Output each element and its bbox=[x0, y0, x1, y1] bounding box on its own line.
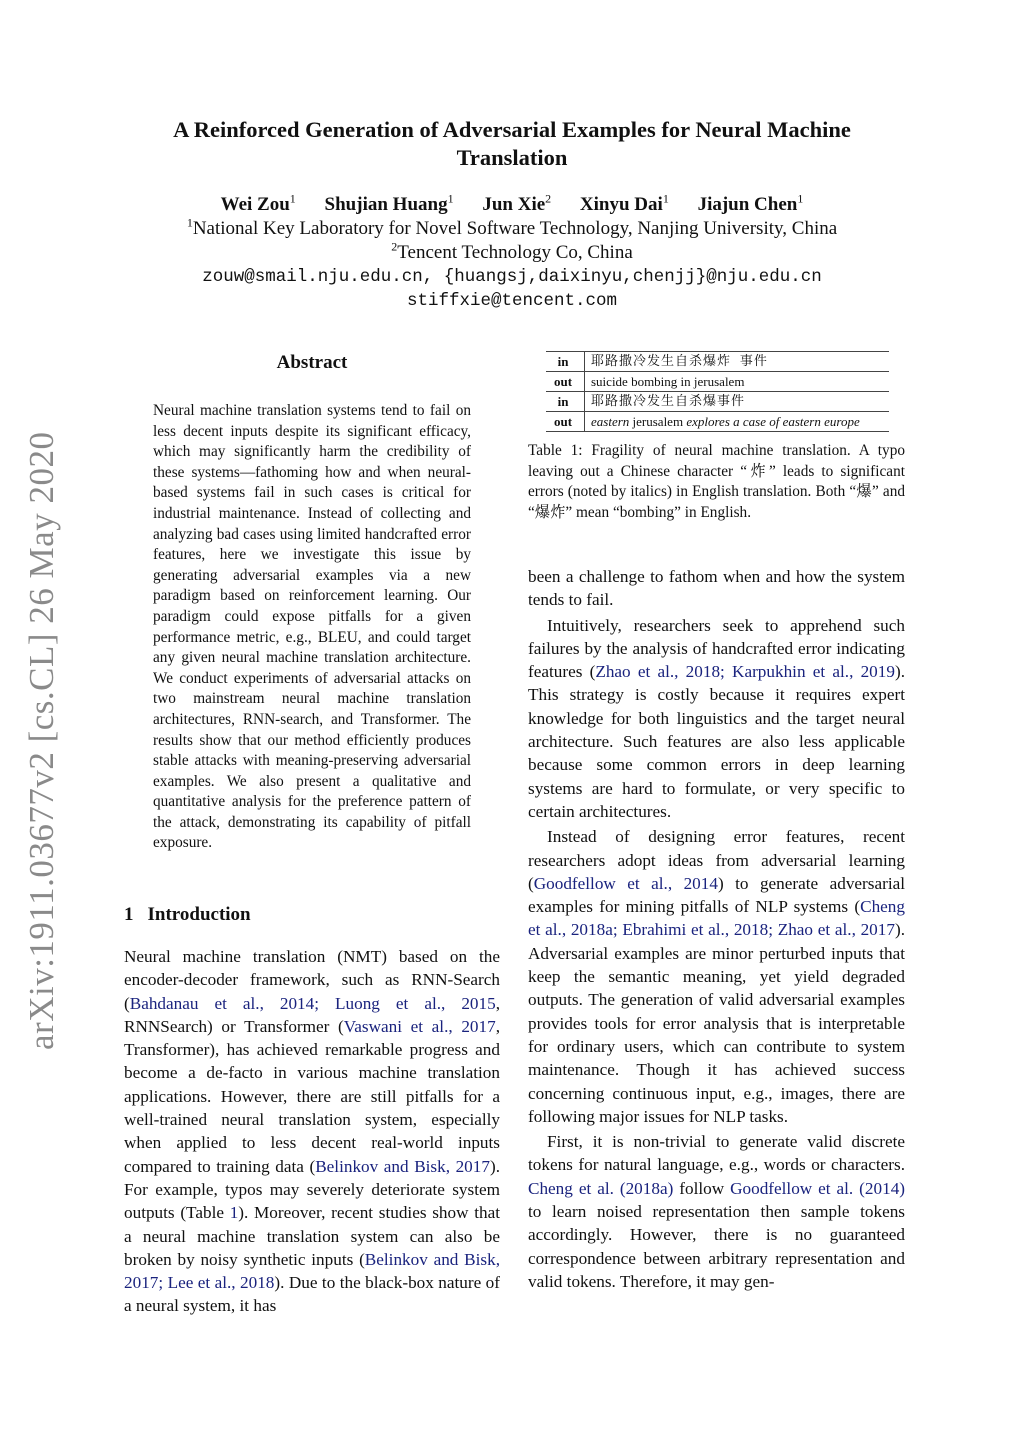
citation-link[interactable]: Zhao et al., 2018; Karpukhin et al., 2019 bbox=[595, 662, 895, 682]
table-row bbox=[546, 372, 889, 392]
author-block bbox=[100, 193, 924, 313]
affiliation-1: $^1$National Key Laboratory for Novel Software Technology, Nanjing University, China bbox=[186, 215, 838, 239]
row-label: in bbox=[546, 352, 585, 372]
row-label: out bbox=[546, 412, 585, 432]
author: Wei Zou$^1$ bbox=[220, 191, 296, 215]
citation-link[interactable]: Vaswani et al., 2017 bbox=[343, 1016, 496, 1036]
affiliation-2: $^2$Tencent Technology Co, China bbox=[391, 239, 633, 263]
abstract-heading: Abstract bbox=[276, 352, 348, 373]
author: Xinyu Dai$^1$ bbox=[579, 191, 669, 215]
citation-link[interactable]: Cheng et al. (2018a) bbox=[528, 1178, 674, 1198]
row-text: 耶路撒冷发生自杀爆事件 bbox=[591, 394, 746, 409]
paragraph: been a challenge to fathom when and how the system tends to fail. bbox=[528, 567, 905, 610]
table-row bbox=[546, 412, 889, 432]
citation-link[interactable]: Goodfellow et al. (2014) bbox=[730, 1178, 906, 1198]
citation-link[interactable]: Belinkov and Bisk, 2017 bbox=[315, 1156, 490, 1176]
intro-paragraph: Neural machine translation (NMT) based on the encoder-decoder framework, such as RNN-Search (Bahdanau et al., 2014; Luong et al., 2015, RNNSearch) or Transformer (Vaswani et al., 2017, Transformer), has achieved remarkable progress and become a de-facto in various machine translation applications. However, there are still pitfalls for a well-trained neural translation system, especially when applied to less decent real-world inputs compared to training data (Belinkov and Bisk, 2017). For example, typos may severely deteriorate system outputs (Table 1). Moreover, recent studies show that a neural machine translation system can also be broken by noisy synthetic inputs (Belinkov and Bisk, 2017; Lee et al., 2018). Due to the black-box nature of a neural system, it has bbox=[124, 947, 501, 1316]
right-column-text bbox=[528, 565, 905, 1293]
table-1 bbox=[546, 351, 889, 432]
section-title: Introduction bbox=[147, 904, 251, 925]
author-names bbox=[100, 193, 924, 217]
row-label: out bbox=[546, 372, 585, 392]
row-label: in bbox=[546, 392, 585, 412]
email-line-1: zouw@smail.nju.edu.cn, {huangsj,daixinyu,chenjj}@nju.edu.cn bbox=[202, 267, 822, 287]
table-caption: Table 1: Fragility of neural machine translation. A typo leaving out a Chinese character “炸” leads to significant errors (noted by italics) in English translation. Both “爆” and “爆炸” mean “bombing” in English. bbox=[528, 442, 905, 521]
arxiv-stamp: arXiv:1911.03677v2 [cs.CL] 26 May 2020 bbox=[22, 431, 61, 1050]
row-text: 耶路撒冷发生自杀爆炸 事件 bbox=[591, 354, 768, 369]
abstract-text: Neural machine translation systems tend to fail on less decent inputs despite its significant efficacy, which may significantly harm the credibility of these systems—fathoming how and when neural-based systems fail in such cases is critical for industrial maintenance. Instead of collecting and analyzing bad cases using limited handcrafted error features, here we investigate this issue by generating adversarial examples via a new paradigm based on reinforcement learning. Our paradigm could expose pitfalls for a given performance metric, e.g., BLEU, and could target any given neural machine translation architecture. We conduct experiments of adversarial attacks on two mainstream neural machine translation architectures, RNN-search, and Transformer. The results show that our method efficiently produces stable attacks with meaning-preserving adversarial examples. We also present a qualitative and quantitative analysis for the preference pattern of the attack, demonstrating its capability of pitfall exposure. bbox=[153, 402, 471, 852]
paragraph: First, it is non-trivial to generate valid discrete tokens for natural language, e.g., words or characters. Cheng et al. (2018a) follow Goodfellow et al. (2014) to learn noised representation then sample tokens accordingly. However, there is no guaranteed correspondence between arbitrary representation and valid tokens. Therefore, it may gen- bbox=[528, 1132, 906, 1291]
author: Jun Xie$^2$ bbox=[482, 191, 552, 215]
author: Shujian Huang$^1$ bbox=[324, 191, 454, 215]
paragraph: Instead of designing error features, recent researchers adopt ideas from adversarial learning (Goodfellow et al., 2014) to generate adversarial examples for mining pitfalls of NLP systems (Cheng et al., 2018a; Ebrahimi et al., 2018; Zhao et al., 2017). Adversarial examples are minor perturbed inputs that keep the semantic meaning, yet yield degraded outputs. The generation of valid adversarial examples provides tools for error analysis that is interpretable for ordinary users, which can contribute to system maintenance. Though it has achieved success concerning continuous input, e.g., images, there are following major issues for NLP tasks. bbox=[528, 827, 905, 1126]
section-heading bbox=[124, 904, 251, 926]
table-row bbox=[546, 352, 889, 372]
table-ref-link[interactable]: 1 bbox=[229, 1203, 239, 1223]
citation-link[interactable]: Goodfellow et al., 2014 bbox=[533, 873, 718, 893]
author: Jiajun Chen$^1$ bbox=[697, 191, 804, 215]
row-text: eastern jerusalem explores a case of eastern europe bbox=[591, 414, 860, 429]
citation-link[interactable]: Cheng et al., 2018a; Ebrahimi et al., 2018; Zhao et al., 2017 bbox=[528, 897, 905, 940]
citation-link[interactable]: Belinkov and Bisk, 2017; Lee et al., 2018 bbox=[124, 1249, 500, 1293]
table-row bbox=[546, 392, 889, 412]
row-text: suicide bombing in jerusalem bbox=[591, 374, 745, 389]
email-line-2: stiffxie@tencent.com bbox=[406, 291, 618, 311]
paragraph: Intuitively, researchers seek to apprehend such failures by the analysis of handcrafted error indicating features (Zhao et al., 2018; Karpukhin et al., 2019). This strategy is costly because it requires expert knowledge for both linguistics and the target neural architecture. Such features are also less applicable because some common errors in deep learning systems are hard to formulate, or very specific to certain architectures. bbox=[528, 615, 905, 821]
section-number: 1 bbox=[124, 904, 134, 925]
citation-link[interactable]: Bahdanau et al., 2014; Luong et al., 2015 bbox=[129, 993, 496, 1013]
paper-title: A Reinforced Generation of Adversarial Examples for Neural Machine Translation bbox=[173, 117, 851, 170]
